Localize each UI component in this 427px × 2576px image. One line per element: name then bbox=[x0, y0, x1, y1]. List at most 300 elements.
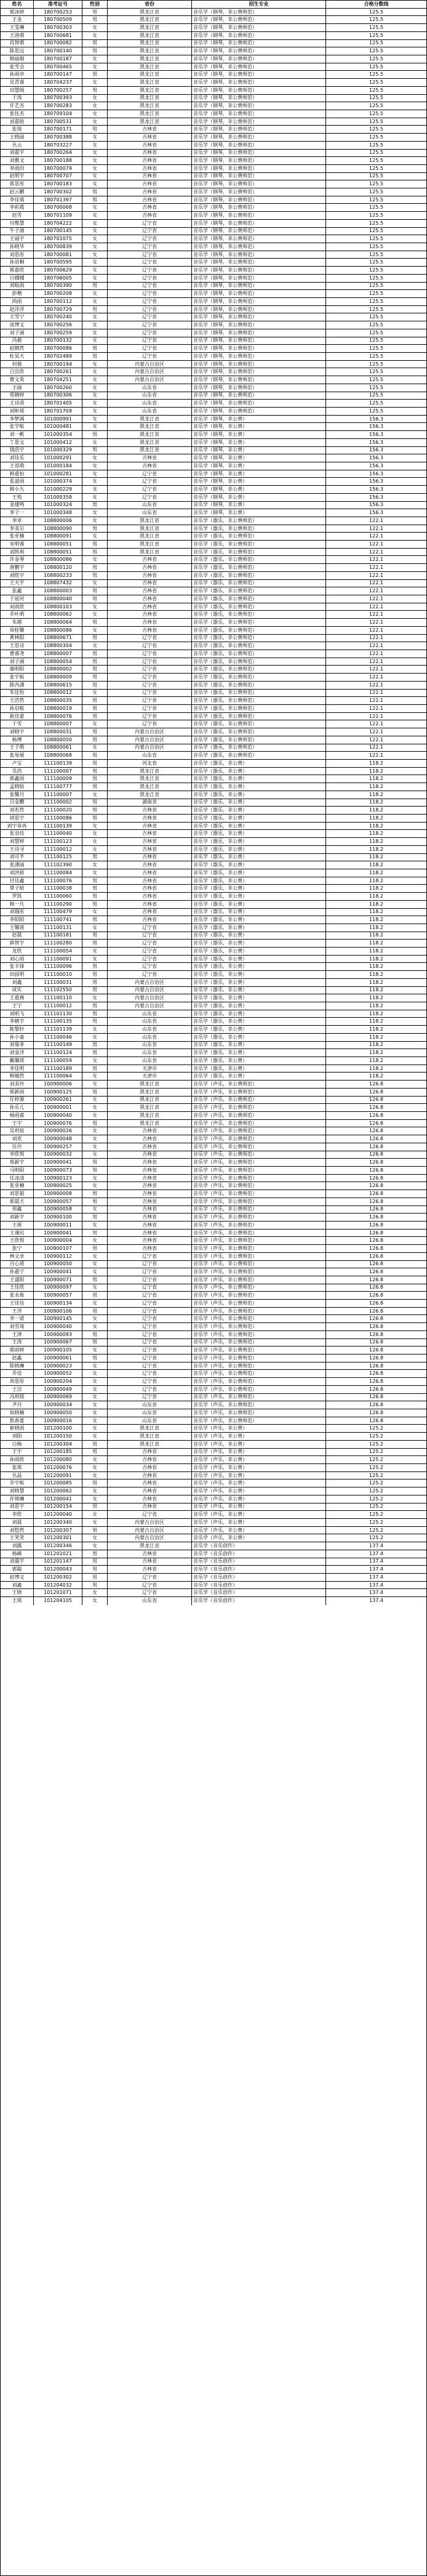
cell-exam-number: 111100076 bbox=[34, 877, 82, 885]
cell-gender: 女 bbox=[82, 627, 108, 635]
cell-province: 吉林省 bbox=[108, 1127, 192, 1135]
cell-major: 音乐学（器乐，非公费师范） bbox=[192, 682, 326, 690]
cell-major: 音乐学（钢琴，非公费师范） bbox=[192, 384, 326, 392]
cell-province: 辽宁省 bbox=[108, 353, 192, 361]
cell-exam-number: 180704222 bbox=[34, 220, 82, 228]
cell-passing-score: 126.8 bbox=[326, 1081, 426, 1089]
cell-major: 音乐学（钢琴，非公费师范） bbox=[192, 71, 326, 79]
cell-gender: 男 bbox=[82, 807, 108, 815]
cell-exam-number: 100900034 bbox=[34, 1401, 82, 1409]
cell-province: 吉林省 bbox=[108, 823, 192, 831]
cell-name: 许艺杰 bbox=[1, 102, 34, 110]
cell-province: 辽宁省 bbox=[108, 674, 192, 682]
cell-exam-number: 100900050 bbox=[34, 1261, 82, 1269]
cell-exam-number: 108800062 bbox=[34, 611, 82, 619]
cell-passing-score: 126.8 bbox=[326, 1167, 426, 1175]
cell-gender: 男 bbox=[82, 1308, 108, 1316]
cell-gender: 女 bbox=[82, 173, 108, 181]
cell-major: 音乐学（钢琴，非公费师范） bbox=[192, 102, 326, 110]
cell-major: 音乐学（钢琴，非公费） bbox=[192, 431, 326, 439]
cell-name: 王子萌 bbox=[1, 744, 34, 752]
cell-major: 音乐学（器乐，非公费） bbox=[192, 799, 326, 807]
cell-passing-score: 137.4 bbox=[326, 1574, 426, 1582]
cell-major: 音乐学（器乐，非公费师范） bbox=[192, 736, 326, 744]
cell-gender: 女 bbox=[82, 791, 108, 799]
cell-name: 刘可芊 bbox=[1, 854, 34, 862]
cell-province: 辽宁省 bbox=[108, 1386, 192, 1394]
cell-exam-number: 180700259 bbox=[34, 329, 82, 337]
cell-name: 王天宇 bbox=[1, 580, 34, 588]
cell-gender: 女 bbox=[82, 830, 108, 838]
cell-major: 音乐学（器乐，非公费） bbox=[192, 885, 326, 893]
cell-province: 吉林省 bbox=[108, 1464, 192, 1472]
cell-passing-score: 125.5 bbox=[326, 400, 426, 408]
cell-passing-score: 118.2 bbox=[326, 1010, 426, 1018]
cell-province: 辽宁省 bbox=[108, 220, 192, 228]
cell-province: 吉林省 bbox=[108, 1566, 192, 1574]
cell-passing-score: 125.5 bbox=[326, 157, 426, 165]
cell-name: 赵鑫 bbox=[1, 1354, 34, 1362]
cell-gender: 男 bbox=[82, 502, 108, 510]
cell-major: 音乐学（声乐，非公费） bbox=[192, 1441, 326, 1449]
cell-name: 丁思文 bbox=[1, 439, 34, 447]
cell-passing-score: 122.1 bbox=[326, 650, 426, 658]
cell-province: 辽宁省 bbox=[108, 1574, 192, 1582]
cell-major: 音乐学（器乐，非公费师范） bbox=[192, 744, 326, 752]
cell-province: 吉林省 bbox=[108, 1558, 192, 1566]
cell-province: 黑龙江省 bbox=[108, 1097, 192, 1105]
cell-gender: 女 bbox=[82, 384, 108, 392]
cell-province: 山东省 bbox=[108, 1010, 192, 1018]
cell-exam-number: 111100149 bbox=[34, 1042, 82, 1050]
cell-passing-score: 125.5 bbox=[326, 87, 426, 95]
cell-passing-score: 125.2 bbox=[326, 1503, 426, 1511]
cell-gender: 男 bbox=[82, 1214, 108, 1222]
cell-gender: 男 bbox=[82, 877, 108, 885]
cell-passing-score: 122.1 bbox=[326, 611, 426, 619]
cell-gender: 女 bbox=[82, 611, 108, 619]
cell-major: 音乐学（声乐，非公费师范） bbox=[192, 1268, 326, 1276]
cell-major: 音乐学（声乐，非公费师范） bbox=[192, 1284, 326, 1292]
cell-gender: 男 bbox=[82, 713, 108, 721]
cell-gender: 男 bbox=[82, 799, 108, 807]
cell-name: 刘晗雨 bbox=[1, 283, 34, 291]
cell-exam-number: 108807432 bbox=[34, 580, 82, 588]
cell-passing-score: 118.2 bbox=[326, 760, 426, 768]
cell-passing-score: 122.1 bbox=[326, 627, 426, 635]
cell-name: 张琪 bbox=[1, 1464, 34, 1472]
cell-exam-number: 111100125 bbox=[34, 854, 82, 862]
cell-gender: 女 bbox=[82, 1378, 108, 1386]
cell-name: 张易展 bbox=[1, 752, 34, 760]
cell-major: 音乐学（声乐，非公费师范） bbox=[192, 1159, 326, 1167]
cell-exam-number: 180700257 bbox=[34, 87, 82, 95]
cell-exam-number: 100900073 bbox=[34, 1167, 82, 1175]
cell-major: 音乐学（钢琴，非公费师范） bbox=[192, 63, 326, 71]
cell-exam-number: 180700465 bbox=[34, 63, 82, 71]
cell-name: 刘晨 bbox=[1, 1519, 34, 1527]
cell-exam-number: 108800120 bbox=[34, 564, 82, 572]
cell-passing-score: 118.2 bbox=[326, 971, 426, 979]
cell-major: 音乐学（声乐，非公费师范） bbox=[192, 1386, 326, 1394]
cell-major: 音乐学（钢琴，非公费师范） bbox=[192, 306, 326, 314]
cell-name: 周思彤 bbox=[1, 1378, 34, 1386]
cell-exam-number: 100900057 bbox=[34, 1198, 82, 1206]
cell-name: 吕娜娜 bbox=[1, 275, 34, 283]
cell-major: 音乐学（器乐，非公费） bbox=[192, 979, 326, 987]
cell-passing-score: 156.3 bbox=[326, 470, 426, 478]
cell-passing-score: 122.1 bbox=[326, 549, 426, 557]
cell-province: 吉林省 bbox=[108, 603, 192, 611]
cell-gender: 女 bbox=[82, 165, 108, 173]
cell-major: 音乐学（声乐，非公费师范） bbox=[192, 1167, 326, 1175]
cell-passing-score: 122.1 bbox=[326, 619, 426, 627]
cell-major: 音乐学（声乐，非公费） bbox=[192, 1456, 326, 1464]
cell-passing-score: 137.4 bbox=[326, 1589, 426, 1597]
cell-province: 吉林省 bbox=[108, 877, 192, 885]
cell-major: 音乐学（钢琴，非公费师范） bbox=[192, 345, 326, 353]
cell-province: 吉林省 bbox=[108, 1135, 192, 1143]
cell-province: 辽宁省 bbox=[108, 267, 192, 275]
cell-name: 杨峰 bbox=[1, 1550, 34, 1558]
cell-exam-number: 180700302 bbox=[34, 188, 82, 196]
cell-exam-number: 100900204 bbox=[34, 1378, 82, 1386]
cell-major: 音乐学（器乐，非公费师范） bbox=[192, 611, 326, 619]
cell-exam-number: 180700839 bbox=[34, 243, 82, 251]
cell-exam-number: 108800064 bbox=[34, 619, 82, 627]
cell-name: 张亚楠 bbox=[1, 1182, 34, 1190]
cell-exam-number: 180700068 bbox=[34, 204, 82, 212]
cell-exam-number: 108800061 bbox=[34, 744, 82, 752]
cell-exam-number: 100900008 bbox=[34, 1190, 82, 1198]
cell-province: 吉林省 bbox=[108, 619, 192, 627]
cell-gender: 男 bbox=[82, 9, 108, 17]
cell-name: 薛智宇 bbox=[1, 940, 34, 948]
cell-major: 音乐学（声乐，非公费） bbox=[192, 1503, 326, 1511]
cell-name: 丛云 bbox=[1, 142, 34, 150]
cell-province: 天津市 bbox=[108, 1065, 192, 1073]
cell-gender: 女 bbox=[82, 994, 108, 1002]
cell-gender: 男 bbox=[82, 885, 108, 893]
cell-major: 音乐学（声乐，非公费） bbox=[192, 1479, 326, 1487]
cell-exam-number: 180700264 bbox=[34, 150, 82, 158]
cell-province: 辽宁省 bbox=[108, 1511, 192, 1519]
cell-name: 郑新宇 bbox=[1, 1159, 34, 1167]
cell-gender: 女 bbox=[82, 1127, 108, 1135]
cell-major: 音乐学（钢琴，非公费） bbox=[192, 454, 326, 462]
cell-major: 音乐学（钢琴，非公费师范） bbox=[192, 361, 326, 369]
cell-exam-number: 101200043 bbox=[34, 1566, 82, 1574]
cell-name: 刘欢 bbox=[1, 1135, 34, 1143]
cell-name: 王宁 bbox=[1, 1002, 34, 1010]
cell-name: 刘明飞 bbox=[1, 1010, 34, 1018]
cell-major: 音乐学（钢琴，非公费师范） bbox=[192, 220, 326, 228]
cell-name: 王雪宁 bbox=[1, 313, 34, 321]
cell-gender: 女 bbox=[82, 533, 108, 541]
cell-passing-score: 126.8 bbox=[326, 1378, 426, 1386]
cell-exam-number: 180709104 bbox=[34, 110, 82, 118]
cell-exam-number: 101201071 bbox=[34, 1589, 82, 1597]
cell-passing-score: 137.4 bbox=[326, 1550, 426, 1558]
cell-province: 吉林省 bbox=[108, 134, 192, 142]
cell-name: 李佳明 bbox=[1, 1065, 34, 1073]
cell-passing-score: 122.1 bbox=[326, 595, 426, 603]
cell-exam-number: 180702489 bbox=[34, 353, 82, 361]
cell-province: 吉林省 bbox=[108, 830, 192, 838]
cell-province: 黑龙江省 bbox=[108, 102, 192, 110]
cell-name: 张宇航 bbox=[1, 674, 34, 682]
cell-name: 韩嘉怡 bbox=[1, 470, 34, 478]
cell-major: 音乐学（声乐，非公费师范） bbox=[192, 1120, 326, 1128]
cell-name: 牛子涵 bbox=[1, 228, 34, 236]
cell-exam-number: 108800019 bbox=[34, 705, 82, 713]
cell-province: 吉林省 bbox=[108, 854, 192, 862]
cell-passing-score: 126.8 bbox=[326, 1127, 426, 1135]
cell-gender: 男 bbox=[82, 728, 108, 736]
cell-passing-score: 156.3 bbox=[326, 416, 426, 424]
cell-province: 辽宁省 bbox=[108, 1339, 192, 1347]
cell-exam-number: 180700208 bbox=[34, 290, 82, 298]
cell-major: 音乐学（钢琴，非公费） bbox=[192, 423, 326, 431]
cell-passing-score: 125.5 bbox=[326, 134, 426, 142]
cell-major: 音乐学（器乐，非公费） bbox=[192, 854, 326, 862]
cell-exam-number: 180700086 bbox=[34, 345, 82, 353]
cell-province: 吉林省 bbox=[108, 1472, 192, 1480]
cell-exam-number: 108800003 bbox=[34, 587, 82, 595]
cell-gender: 女 bbox=[82, 408, 108, 416]
cell-name: 刘鑫 bbox=[1, 1582, 34, 1590]
cell-province: 吉林省 bbox=[108, 1159, 192, 1167]
cell-province: 黑龙江省 bbox=[108, 1441, 192, 1449]
cell-name: 孙雨欣 bbox=[1, 1456, 34, 1464]
cell-major: 音乐学（钢琴，非公费师范） bbox=[192, 275, 326, 283]
cell-passing-score: 118.2 bbox=[326, 830, 426, 838]
cell-province: 辽宁省 bbox=[108, 1394, 192, 1402]
cell-exam-number: 100900049 bbox=[34, 1386, 82, 1394]
cell-name: 王浩然 bbox=[1, 697, 34, 705]
cell-province: 山东省 bbox=[108, 1057, 192, 1065]
cell-major: 音乐学（钢琴，非公费） bbox=[192, 416, 326, 424]
cell-exam-number: 108800304 bbox=[34, 642, 82, 650]
cell-province: 黑龙江省 bbox=[108, 79, 192, 87]
cell-passing-score: 126.8 bbox=[326, 1331, 426, 1339]
cell-exam-number: 101200340 bbox=[34, 1519, 82, 1527]
cell-gender: 女 bbox=[82, 150, 108, 158]
cell-province: 吉林省 bbox=[108, 157, 192, 165]
cell-name: 王丽 bbox=[1, 384, 34, 392]
cell-gender: 男 bbox=[82, 815, 108, 823]
cell-passing-score: 125.5 bbox=[326, 235, 426, 243]
cell-exam-number: 100900067 bbox=[34, 1339, 82, 1347]
cell-gender: 男 bbox=[82, 1159, 108, 1167]
cell-gender: 女 bbox=[82, 142, 108, 150]
cell-province: 辽宁省 bbox=[108, 470, 192, 478]
cell-gender: 男 bbox=[82, 1574, 108, 1582]
cell-gender: 男 bbox=[82, 1018, 108, 1026]
cell-exam-number: 180701075 bbox=[34, 235, 82, 243]
cell-major: 音乐学（器乐，非公费师范） bbox=[192, 674, 326, 682]
cell-exam-number: 180704237 bbox=[34, 79, 82, 87]
cell-exam-number: 100900069 bbox=[34, 1394, 82, 1402]
cell-exam-number: 100900006 bbox=[34, 1081, 82, 1089]
cell-major: 音乐学（器乐，非公费师范） bbox=[192, 713, 326, 721]
cell-name: 耿佳豪 bbox=[1, 713, 34, 721]
cell-gender: 女 bbox=[82, 1104, 108, 1112]
cell-major: 音乐学（器乐，非公费师范） bbox=[192, 697, 326, 705]
cell-gender: 女 bbox=[82, 1323, 108, 1331]
cell-gender: 男 bbox=[82, 963, 108, 971]
cell-exam-number: 101204032 bbox=[34, 1582, 82, 1590]
cell-exam-number: 180700079 bbox=[34, 165, 82, 173]
cell-name: 王谨民 bbox=[1, 1230, 34, 1238]
cell-major: 音乐学（声乐，非公费） bbox=[192, 1487, 326, 1495]
cell-name: 张锐 bbox=[1, 126, 34, 134]
cell-gender: 女 bbox=[82, 1237, 108, 1245]
cell-name: 王丽宇 bbox=[1, 235, 34, 243]
cell-major: 音乐学（器乐，非公费） bbox=[192, 1057, 326, 1065]
cell-province: 黑龙江省 bbox=[108, 40, 192, 48]
cell-gender: 女 bbox=[82, 368, 108, 376]
cell-passing-score: 125.5 bbox=[326, 313, 426, 321]
cell-passing-score: 122.1 bbox=[326, 580, 426, 588]
cell-major: 音乐学（音乐创作） bbox=[192, 1574, 326, 1582]
cell-gender: 女 bbox=[82, 228, 108, 236]
cell-gender: 女 bbox=[82, 1112, 108, 1120]
cell-passing-score: 137.4 bbox=[326, 1566, 426, 1574]
cell-major: 音乐学（声乐，非公费师范） bbox=[192, 1323, 326, 1331]
cell-province: 辽宁省 bbox=[108, 682, 192, 690]
cell-passing-score: 125.5 bbox=[326, 298, 426, 306]
cell-exam-number: 180700306 bbox=[34, 392, 82, 400]
cell-exam-number: 101200301 bbox=[34, 1534, 82, 1542]
cell-passing-score: 118.2 bbox=[326, 1049, 426, 1057]
cell-name: 刘若然 bbox=[1, 807, 34, 815]
cell-exam-number: 180700388 bbox=[34, 134, 82, 142]
cell-major: 音乐学（器乐，非公费） bbox=[192, 1049, 326, 1057]
cell-gender: 男 bbox=[82, 595, 108, 603]
cell-passing-score: 126.8 bbox=[326, 1370, 426, 1378]
cell-passing-score: 118.2 bbox=[326, 1065, 426, 1073]
cell-gender: 男 bbox=[82, 1049, 108, 1057]
cell-major: 音乐学（钢琴，非公费师范） bbox=[192, 353, 326, 361]
cell-gender: 女 bbox=[82, 454, 108, 462]
cell-name: 刘欣宇 bbox=[1, 572, 34, 580]
cell-major: 音乐学（钢琴，非公费师范） bbox=[192, 368, 326, 376]
cell-name: 王雯琳 bbox=[1, 24, 34, 32]
cell-exam-number: 101201021 bbox=[34, 1550, 82, 1558]
cell-passing-score: 118.2 bbox=[326, 807, 426, 815]
cell-name: 张宇航 bbox=[1, 423, 34, 431]
cell-province: 吉林省 bbox=[108, 564, 192, 572]
cell-passing-score: 118.2 bbox=[326, 916, 426, 924]
cell-exam-number: 108800103 bbox=[34, 603, 82, 611]
cell-province: 山东省 bbox=[108, 384, 192, 392]
cell-major: 音乐学（钢琴，非公费师范） bbox=[192, 180, 326, 188]
cell-passing-score: 126.8 bbox=[326, 1253, 426, 1261]
cell-exam-number: 111100131 bbox=[34, 924, 82, 932]
cell-major: 音乐学（器乐，非公费师范） bbox=[192, 556, 326, 564]
cell-exam-number: 180700681 bbox=[34, 32, 82, 40]
cell-exam-number: 108800007 bbox=[34, 720, 82, 728]
cell-passing-score: 156.3 bbox=[326, 486, 426, 494]
cell-exam-number: 101200150 bbox=[34, 1433, 82, 1441]
cell-exam-number: 111100007 bbox=[34, 768, 82, 776]
cell-passing-score: 118.2 bbox=[326, 783, 426, 791]
cell-exam-number: 111100123 bbox=[34, 838, 82, 846]
cell-name: 刘金洋 bbox=[1, 1049, 34, 1057]
cell-major: 音乐学（钢琴，非公费） bbox=[192, 486, 326, 494]
cell-gender: 女 bbox=[82, 1370, 108, 1378]
cell-province: 吉林省 bbox=[108, 1214, 192, 1222]
cell-gender: 女 bbox=[82, 869, 108, 877]
cell-exam-number: 180701397 bbox=[34, 196, 82, 204]
cell-name: 焦春蕾 bbox=[1, 1417, 34, 1425]
cell-exam-number: 180701709 bbox=[34, 408, 82, 416]
cell-passing-score: 125.5 bbox=[326, 353, 426, 361]
cell-province: 辽宁省 bbox=[108, 963, 192, 971]
cell-exam-number: 101000412 bbox=[34, 439, 82, 447]
cell-passing-score: 118.2 bbox=[326, 1026, 426, 1034]
cell-province: 黑龙江省 bbox=[108, 768, 192, 776]
cell-gender: 女 bbox=[82, 1542, 108, 1550]
cell-passing-score: 118.2 bbox=[326, 1018, 426, 1026]
cell-major: 音乐学（器乐，非公费师范） bbox=[192, 658, 326, 666]
cell-gender: 女 bbox=[82, 376, 108, 384]
cell-gender: 男 bbox=[82, 587, 108, 595]
cell-province: 吉林省 bbox=[108, 1456, 192, 1464]
cell-major: 音乐学（器乐，非公费师范） bbox=[192, 541, 326, 549]
cell-passing-score: 125.5 bbox=[326, 16, 426, 24]
cell-province: 辽宁省 bbox=[108, 321, 192, 329]
cell-exam-number: 101000358 bbox=[34, 494, 82, 502]
cell-province: 吉林省 bbox=[108, 909, 192, 917]
cell-gender: 男 bbox=[82, 345, 108, 353]
cell-name: 刘子涵 bbox=[1, 329, 34, 337]
cell-major: 音乐学（钢琴，非公费师范） bbox=[192, 400, 326, 408]
cell-major: 音乐学（钢琴，非公费师范） bbox=[192, 165, 326, 173]
cell-passing-score: 125.5 bbox=[326, 196, 426, 204]
cell-major: 音乐学（器乐，非公费师范） bbox=[192, 564, 326, 572]
cell-passing-score: 125.2 bbox=[326, 1487, 426, 1495]
cell-exam-number: 101200154 bbox=[34, 1503, 82, 1511]
cell-exam-number: 108800002 bbox=[34, 666, 82, 674]
cell-exam-number: 100900123 bbox=[34, 1175, 82, 1183]
cell-gender: 男 bbox=[82, 1449, 108, 1457]
cell-gender: 女 bbox=[82, 134, 108, 142]
cell-name: 李美尔 bbox=[1, 525, 34, 533]
cell-passing-score: 126.8 bbox=[326, 1175, 426, 1183]
cell-major: 音乐学（声乐，非公费师范） bbox=[192, 1354, 326, 1362]
cell-major: 音乐学（器乐，非公费） bbox=[192, 760, 326, 768]
cell-province: 辽宁省 bbox=[108, 720, 192, 728]
cell-major: 音乐学（声乐，非公费师范） bbox=[192, 1394, 326, 1402]
cell-major: 音乐学（钢琴，非公费师范） bbox=[192, 118, 326, 126]
cell-major: 音乐学（器乐，非公费） bbox=[192, 963, 326, 971]
cell-gender: 男 bbox=[82, 283, 108, 291]
cell-name: 王洁 bbox=[1, 1386, 34, 1394]
cell-gender: 女 bbox=[82, 1394, 108, 1402]
cell-province: 内蒙古自治区 bbox=[108, 728, 192, 736]
cell-passing-score: 125.5 bbox=[326, 110, 426, 118]
cell-province: 辽宁省 bbox=[108, 283, 192, 291]
cell-gender: 女 bbox=[82, 1097, 108, 1105]
cell-exam-number: 180700132 bbox=[34, 337, 82, 345]
cell-passing-score: 156.3 bbox=[326, 454, 426, 462]
cell-name: 杨博 bbox=[1, 736, 34, 744]
cell-passing-score: 118.2 bbox=[326, 963, 426, 971]
cell-name: 刘雅文 bbox=[1, 157, 34, 165]
cell-exam-number: 111100084 bbox=[34, 869, 82, 877]
